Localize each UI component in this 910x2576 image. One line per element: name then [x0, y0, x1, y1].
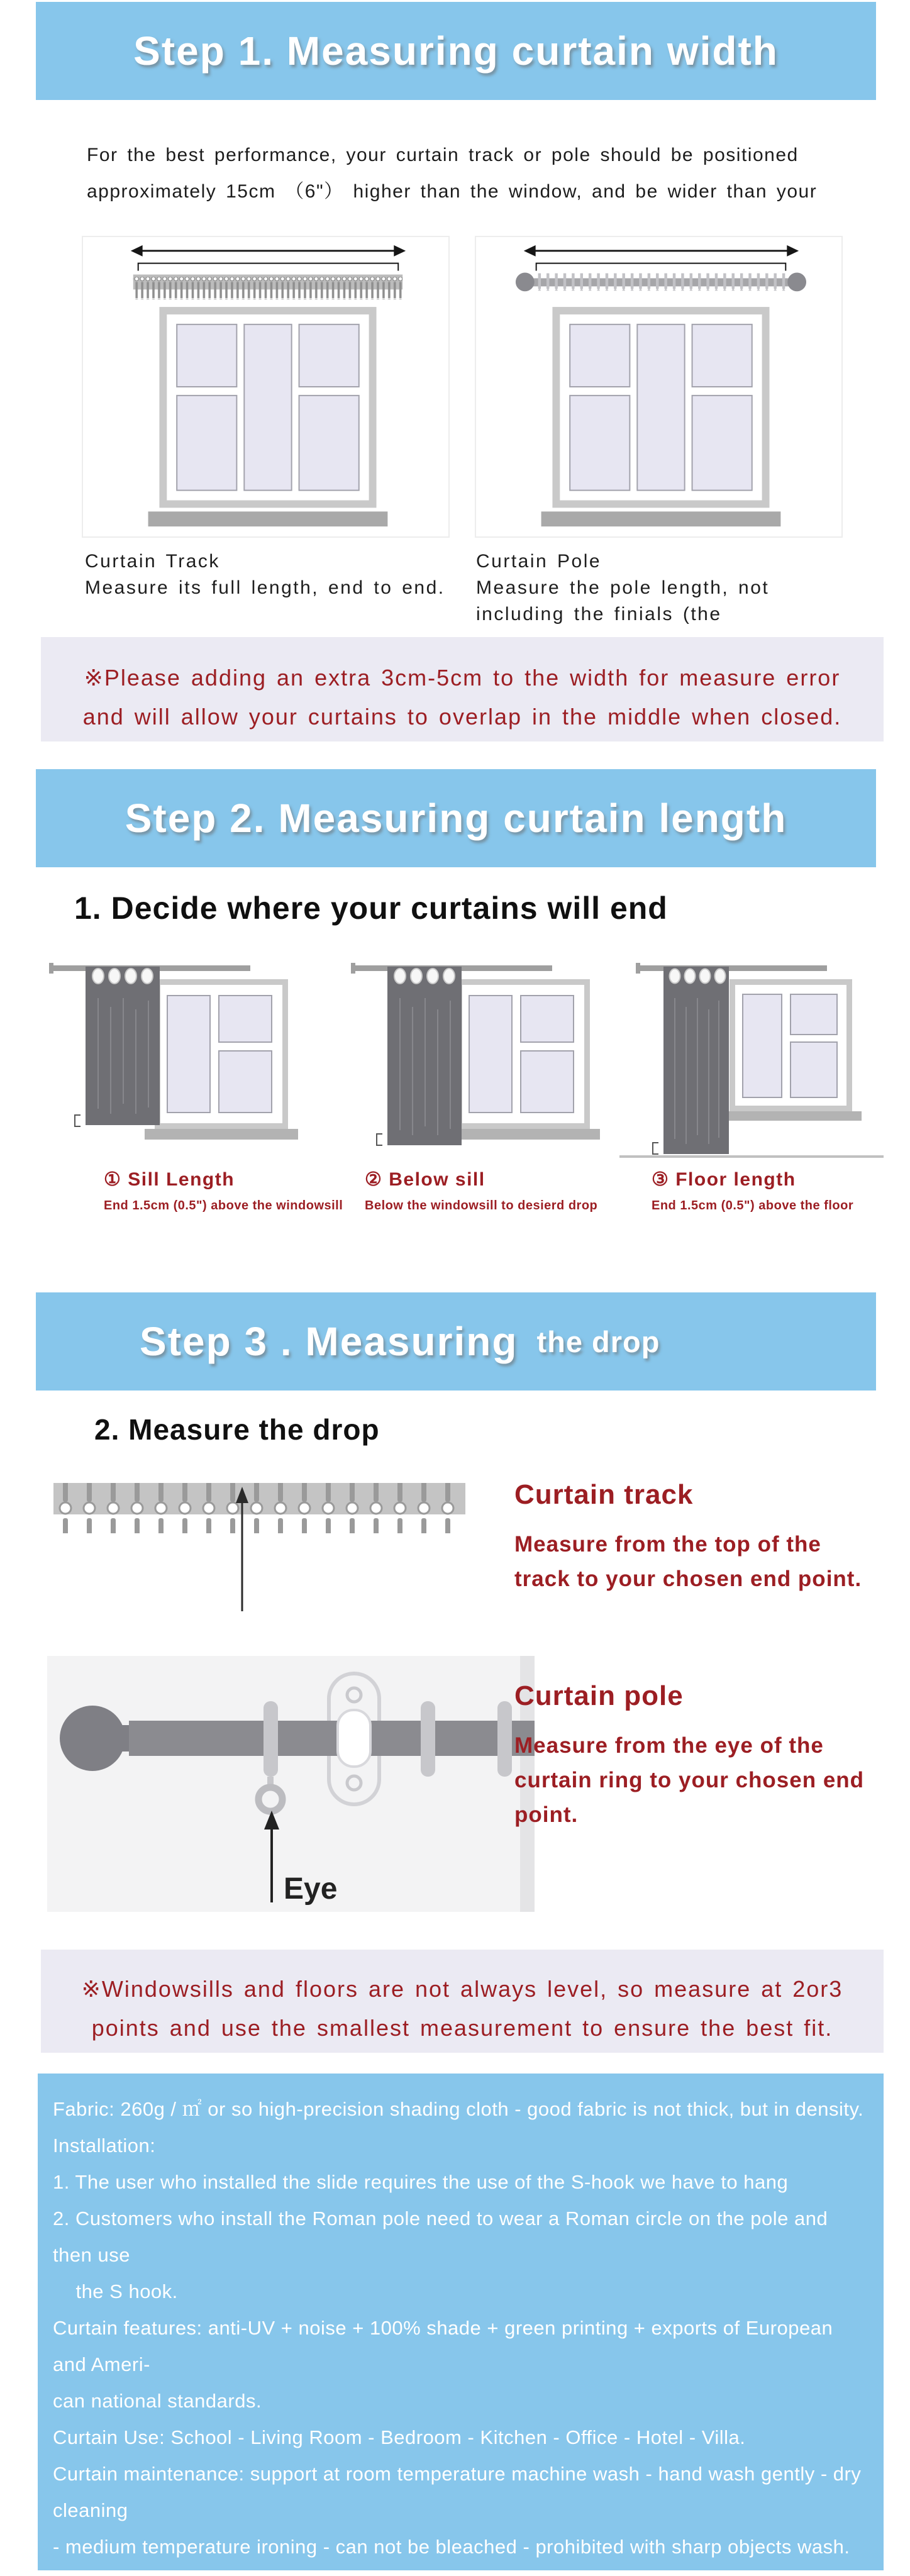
option3-title: ③ Floor length: [652, 1169, 796, 1190]
pole-instruction-line1: Measure from the eye of the: [514, 1733, 824, 1758]
below-sill-figure: [351, 947, 615, 1163]
below-sill-curtain-icon: [351, 947, 615, 1163]
option3-desc: End 1.5cm (0.5") above the floor: [652, 1199, 854, 1213]
track-instruction-line1: Measure from the top of the: [514, 1532, 821, 1557]
step3-banner-title: Step 3 . Measuring: [140, 1319, 518, 1364]
info-line-features-2: can national standards.: [53, 2390, 262, 2412]
info-line-installation: Installation:: [53, 2135, 156, 2157]
option2-title: ② Below sill: [365, 1169, 486, 1190]
step2-banner: [36, 769, 876, 867]
step1-intro-line1: For the best performance, your curtain track or pole should be positioned: [87, 145, 799, 165]
pole-instruction-line2: curtain ring to your chosen end: [514, 1768, 865, 1792]
option2-desc: Below the windowsill to desierd drop: [365, 1199, 598, 1213]
curtain-track-figure-box: [82, 236, 450, 538]
pole-with-eye-icon: [47, 1656, 535, 1912]
curtain-track-label-block: [85, 548, 445, 601]
info-line-install-1: 1. The user who installed the slide requires the use of the S-hook we have to hang: [53, 2171, 789, 2193]
curtain-track-instructions: [514, 1527, 862, 1596]
floor-length-figure: [619, 947, 884, 1163]
curtain-pole-label-block: [476, 548, 769, 628]
level-note-line2: points and use the smallest measurement to ensure the best fit.: [91, 2015, 833, 2041]
curtain-pole-window-icon: [476, 237, 841, 536]
curtain-track-label: Curtain Track: [85, 551, 220, 572]
step1-intro-line2: approximately 15cm （6"） higher than the window, and be wider than your: [87, 181, 818, 202]
step3-heading: 2. Measure the drop: [94, 1413, 380, 1446]
info-line-install-2b: the S hook.: [53, 2280, 178, 2302]
step3-banner-subtitle: the drop: [536, 1324, 660, 1358]
product-info-panel: [38, 2074, 884, 2570]
measure-track-figure: [53, 1465, 501, 1616]
step1-intro: [87, 137, 817, 210]
curtain-track-heading: Curtain track: [514, 1479, 694, 1510]
step3-banner: [36, 1292, 876, 1391]
sill-length-curtain-icon: [49, 947, 313, 1163]
step2-banner-title: Step 2. Measuring curtain length: [125, 796, 787, 841]
width-note-line1: ※Please adding an extra 3cm-5cm to the width for measure error: [84, 665, 841, 691]
track-instruction-line2: track to your chosen end point.: [514, 1567, 862, 1591]
step1-banner: [36, 2, 876, 100]
windowsill-level-note: [41, 1950, 884, 2053]
info-line-fabric: Fabric: 260g / ㎡ or so high-precision shading cloth - good fabric is not thick, but in density.: [53, 2098, 864, 2120]
option1-title: ① Sill Length: [104, 1169, 235, 1190]
curtain-pole-desc-line1: Measure the pole length, not: [476, 577, 770, 598]
measure-pole-figure: [47, 1656, 535, 1912]
width-measure-note: [41, 637, 884, 741]
curtain-track-window-icon: [83, 237, 448, 536]
step2-heading: 1. Decide where your curtains will end: [74, 891, 668, 926]
track-with-arrow-icon: [53, 1465, 501, 1616]
floor-length-curtain-icon: [619, 947, 884, 1163]
option1-desc: End 1.5cm (0.5") above the windowsill: [104, 1199, 343, 1213]
curtain-track-desc: Measure its full length, end to end.: [85, 577, 445, 598]
info-line-maintenance-2: - medium temperature ironing - can not be bleached - prohibited with sharp objects wash.: [53, 2536, 850, 2558]
level-note-line1: ※Windowsills and floors are not always level, so measure at 2or3: [81, 1976, 843, 2002]
info-line-features: Curtain features: anti-UV + noise + 100% shade + green printing + exports of European and Ameri-: [53, 2317, 839, 2375]
sill-length-figure: [49, 947, 313, 1163]
curtain-pole-figure-box: [475, 236, 843, 538]
curtain-pole-instructions: [514, 1728, 864, 1832]
step1-banner-title: Step 1. Measuring curtain width: [133, 28, 779, 74]
curtain-pole-heading: Curtain pole: [514, 1680, 684, 1711]
info-line-maintenance: Curtain maintenance: support at room temperature machine wash - hand wash gently - dry cleaning: [53, 2463, 867, 2521]
curtain-pole-desc-line2: including the finials (the: [476, 604, 722, 625]
curtain-pole-label: Curtain Pole: [476, 551, 602, 572]
pole-instruction-line3: point.: [514, 1802, 579, 1827]
width-note-line2: and will allow your curtains to overlap in the middle when closed.: [82, 704, 842, 730]
info-line-use: Curtain Use: School - Living Room - Bedroom - Kitchen - Office - Hotel - Villa.: [53, 2426, 746, 2448]
info-line-install-2: 2. Customers who install the Roman pole need to wear a Roman circle on the pole and then use: [53, 2207, 834, 2266]
eye-label: Eye: [284, 1872, 338, 1906]
